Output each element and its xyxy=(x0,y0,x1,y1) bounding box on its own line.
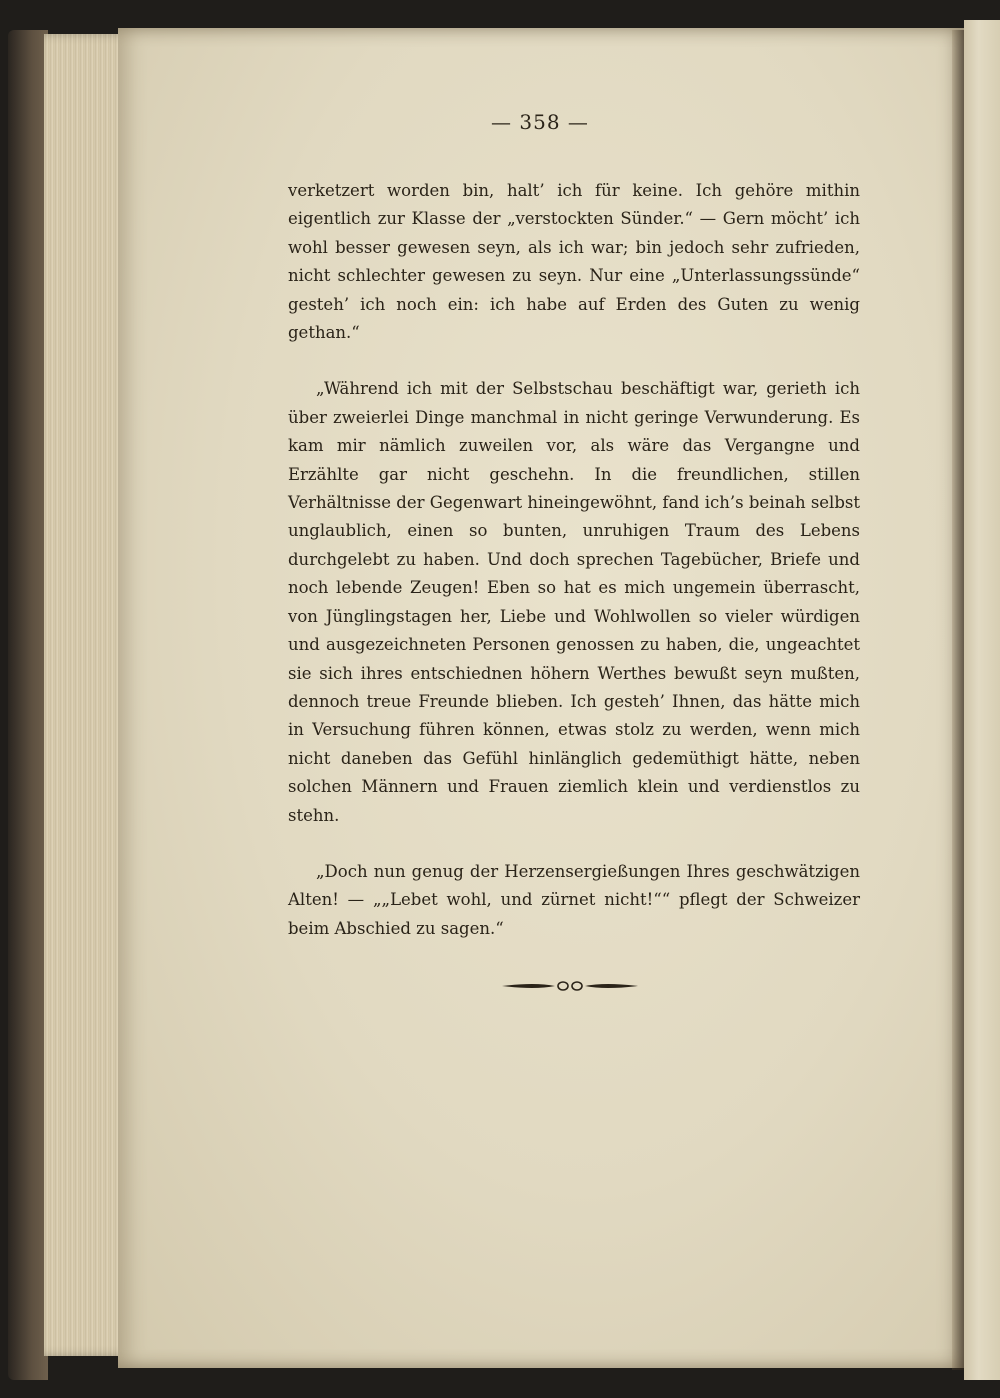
paragraph-3: „Doch nun genug der Herzensergießungen Ihres geschwätzigen Alten! — „„Lebet wohl, und zürnet nicht!““ pflegt der Schweizer beim Abschied zu sagen.“ xyxy=(288,861,860,938)
paragraph-gap xyxy=(288,347,860,375)
body-text xyxy=(288,177,860,943)
page-number: — 358 — xyxy=(491,110,589,134)
paragraph-gap xyxy=(288,830,860,858)
book-cover xyxy=(8,30,48,1380)
facing-page-edge xyxy=(964,20,1000,1380)
end-ornament-icon xyxy=(500,976,640,996)
paragraph-2: „Während ich mit der Selbstschau beschäftigt war, gerieth ich über zweierlei Dinge manchmal in nicht geringe Verwunderung. Es kam mir nämlich zuweilen vor, als wäre das Vergangne und Erzählte gar nicht geschehn. In die freundlichen, stillen Verhältnisse der Gegenwart hineingewöhnt, fand ich’s beinah selbst unglaublich, einen so bunten, unruhigen Traum des Lebens durchgelebt zu haben. Und doch sprechen Tagebücher, Briefe und noch lebende Zeugen! Eben so hat es mich ungemein überrascht, von Jünglingstagen her, Liebe und Wohlwollen so vieler würdigen und ausgezeichneten Personen genossen zu haben, die, ungeachtet sie sich ihres entschiednen höhern Werthes bewußt seyn mußten, dennoch treue Freunde blieben. Ich gesteh’ Ihnen, das hätte mich in Versuchung führen können, etwas stolz zu werden, wenn mich nicht daneben das Gefühl hinlänglich gedemüthigt hätte, neben solchen Männern und Frauen ziemlich klein und verdienstlos zu stehn. xyxy=(288,379,860,825)
paragraph-1: verketzert worden bin, halt’ ich für keine. Ich gehöre mithin eigentlich zur Klasse der „verstockten Sünder.“ — Gern möcht’ ich wohl besser gewesen seyn, als ich war; bin jedoch sehr zufrieden, nicht schlechter gewesen zu seyn. Nur eine „Unterlassungssünde“ gesteh’ ich noch ein: ich habe auf Erden des Guten zu wenig gethan.“ xyxy=(288,181,860,343)
